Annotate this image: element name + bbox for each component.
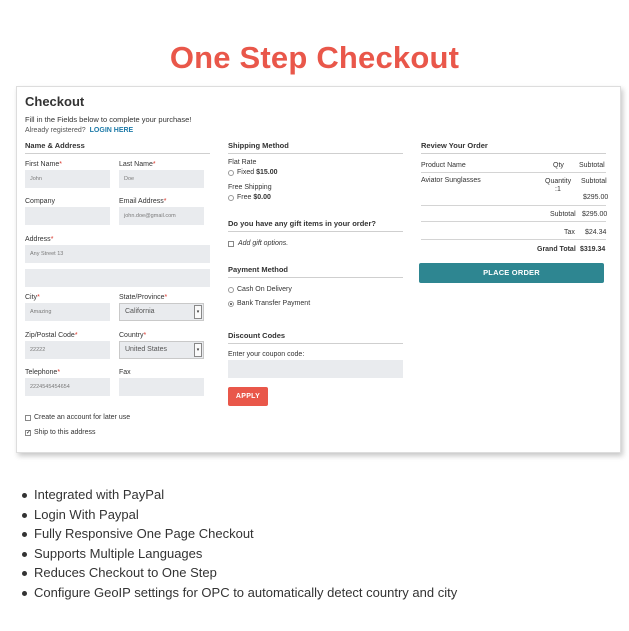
- flat-rate-radio[interactable]: [228, 170, 234, 176]
- address-line2-field[interactable]: [25, 269, 210, 287]
- state-label: State/Province*: [119, 294, 168, 301]
- last-name-field[interactable]: Doe: [119, 170, 204, 188]
- col-product-name: Product Name: [421, 162, 466, 169]
- create-account-label: Create an account for later use: [34, 414, 131, 421]
- apply-button[interactable]: APPLY: [228, 387, 268, 406]
- login-link[interactable]: LOGIN HERE: [89, 127, 134, 134]
- country-select[interactable]: [119, 341, 204, 359]
- zip-label: Zip/Postal Code*: [25, 332, 78, 339]
- item-qty-label: Quantity: [545, 178, 572, 185]
- already-registered: [25, 127, 133, 134]
- state-select-value: California: [125, 308, 155, 315]
- payment-heading: Payment Method: [228, 265, 403, 278]
- create-account-checkbox[interactable]: [25, 415, 31, 421]
- free-shipping-option: Free $0.00: [237, 194, 271, 201]
- divider: [421, 239, 606, 240]
- ship-to-address-label: Ship to this address: [34, 429, 96, 436]
- chevron-down-icon: ▾: [194, 343, 202, 357]
- country-label: Country*: [119, 332, 147, 339]
- hero-title: One Step Checkout: [169, 40, 460, 75]
- checkout-instructions: Fill in the Fields below to complete your purchase!: [25, 115, 192, 124]
- divider: [421, 221, 606, 222]
- email-field[interactable]: john.doe@gmail.com: [119, 207, 204, 225]
- discount-heading: Discount Codes: [228, 331, 403, 344]
- list-item: Fully Responsive One Page Checkout: [22, 526, 457, 546]
- company-label: Company: [25, 198, 55, 205]
- list-item: Integrated with PayPal: [22, 487, 457, 507]
- col-qty: Qty: [553, 162, 564, 169]
- coupon-label: Enter your coupon code:: [228, 351, 305, 358]
- first-name-label: First Name*: [25, 161, 62, 168]
- bank-transfer-radio[interactable]: [228, 301, 234, 307]
- cash-on-delivery-label: Cash On Delivery: [237, 286, 292, 293]
- list-item: Login With Paypal: [22, 507, 457, 527]
- flat-rate-title: Flat Rate: [228, 159, 257, 166]
- telephone-field[interactable]: 2224545454654: [25, 378, 110, 396]
- gift-options-checkbox[interactable]: [228, 241, 234, 247]
- name-address-heading: Name & Address: [25, 141, 210, 154]
- item-name: Aviator Sunglasses: [421, 177, 481, 184]
- ship-to-address-checkbox[interactable]: ✓: [26, 430, 32, 436]
- email-label: Email Address*: [119, 198, 167, 205]
- subtotal-label: Subtotal: [550, 211, 576, 218]
- cash-on-delivery-radio[interactable]: [228, 287, 234, 293]
- item-subtotal-label: Subtotal: [581, 178, 607, 185]
- telephone-label: Telephone*: [25, 369, 61, 376]
- tax-label: Tax: [564, 229, 575, 236]
- country-select-value: United States: [125, 346, 168, 353]
- bank-transfer-label: Bank Transfer Payment: [237, 300, 311, 307]
- free-shipping-radio[interactable]: [228, 195, 234, 201]
- zip-field[interactable]: 22222: [25, 341, 110, 359]
- tax-value: $24.34: [585, 229, 607, 236]
- chevron-down-icon: ▾: [194, 305, 202, 319]
- first-name-field[interactable]: John: [25, 170, 110, 188]
- item-qty-value: :1: [555, 186, 561, 193]
- city-field[interactable]: Amazing: [25, 303, 110, 321]
- list-item: Supports Multiple Languages: [22, 546, 457, 566]
- col-subtotal: Subtotal: [579, 162, 605, 169]
- checkout-title: Checkout: [25, 94, 85, 109]
- grand-total-label: Grand Total: [537, 246, 576, 253]
- shipping-heading: Shipping Method: [228, 141, 403, 154]
- grand-total-value: $319.34: [580, 246, 606, 253]
- subtotal-value: $295.00: [582, 211, 608, 218]
- list-item: Reduces Checkout to One Step: [22, 565, 457, 585]
- place-order-button[interactable]: PLACE ORDER: [419, 263, 604, 283]
- address-label: Address*: [25, 236, 54, 243]
- divider: [421, 172, 606, 173]
- review-heading: Review Your Order: [421, 141, 606, 154]
- divider: [421, 205, 606, 206]
- item-subtotal-value: $295.00: [583, 194, 609, 201]
- coupon-field[interactable]: [228, 360, 403, 378]
- gift-options-label: Add gift options.: [238, 240, 289, 247]
- fax-field[interactable]: [119, 378, 204, 396]
- feature-list: [22, 487, 457, 605]
- list-item: Configure GeoIP settings for OPC to automatically detect country and city: [22, 585, 457, 605]
- free-shipping-title: Free Shipping: [228, 184, 272, 191]
- company-field[interactable]: [25, 207, 110, 225]
- already-registered-text: Already registered?: [25, 127, 86, 134]
- city-label: City*: [25, 294, 40, 301]
- checkout-card: [16, 86, 621, 453]
- gift-heading: Do you have any gift items in your order?: [228, 219, 403, 232]
- flat-rate-option: Fixed $15.00: [237, 169, 278, 176]
- address-line1-field[interactable]: Any Street 13: [25, 245, 210, 263]
- fax-label: Fax: [119, 369, 131, 376]
- state-select[interactable]: [119, 303, 204, 321]
- last-name-label: Last Name*: [119, 161, 156, 168]
